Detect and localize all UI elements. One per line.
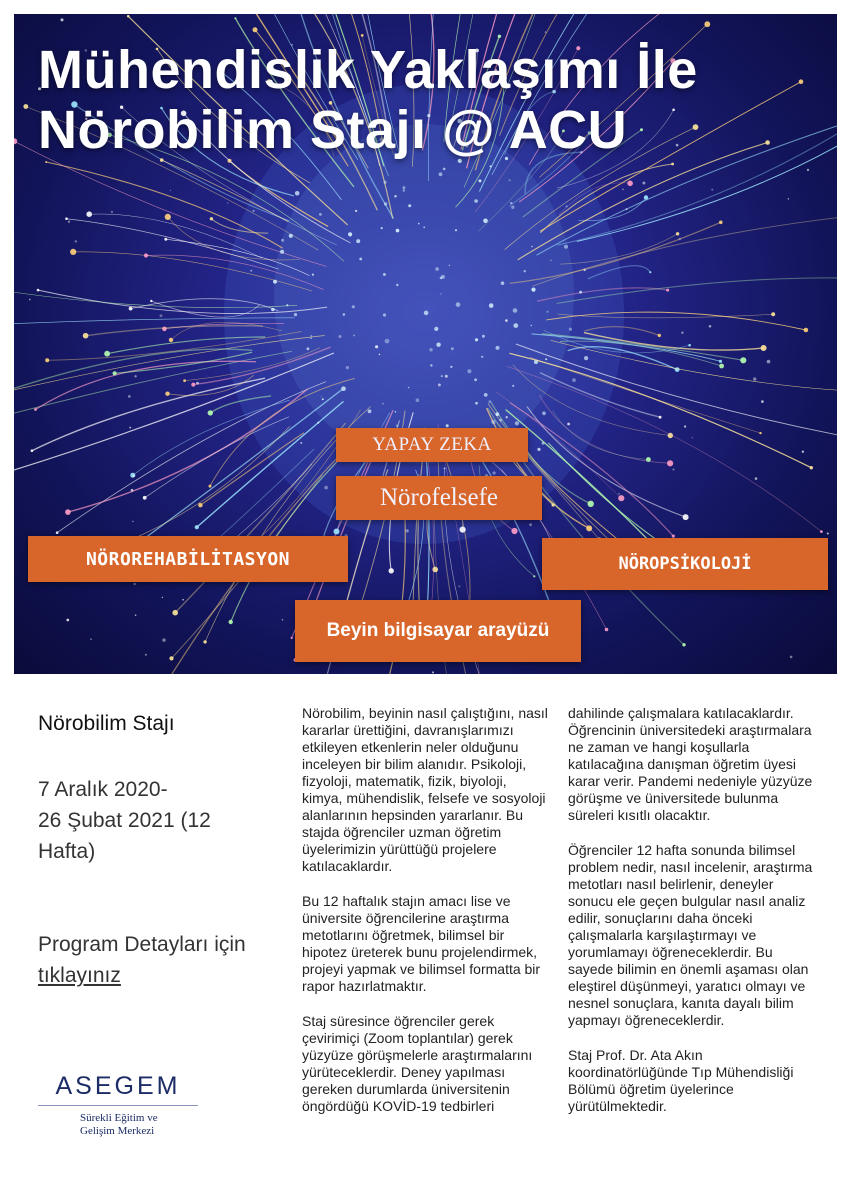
neural-node bbox=[14, 138, 17, 144]
background-star bbox=[567, 423, 570, 426]
neural-node bbox=[208, 410, 213, 415]
background-star bbox=[29, 299, 31, 301]
neural-node bbox=[496, 412, 500, 416]
neural-node bbox=[569, 328, 572, 331]
neural-node bbox=[183, 379, 186, 382]
neural-node bbox=[511, 206, 514, 209]
neural-node bbox=[460, 527, 466, 533]
neural-node bbox=[65, 217, 68, 220]
background-star bbox=[307, 347, 310, 350]
internship-dates bbox=[38, 774, 278, 867]
neural-node bbox=[531, 288, 535, 292]
neural-node bbox=[441, 375, 443, 377]
neural-node bbox=[394, 195, 396, 197]
neural-node bbox=[451, 347, 454, 350]
tag-nororehabilitasyon: NÖROREHABİLİTASYON bbox=[28, 536, 348, 582]
neural-node bbox=[294, 313, 297, 316]
neural-node bbox=[579, 291, 582, 294]
neural-node bbox=[281, 239, 284, 242]
neural-node bbox=[740, 357, 746, 363]
neural-node bbox=[130, 473, 135, 478]
paragraph: Nörobilim, beyinin nasıl çalıştığını, nasıl kararlar ürettiğini, davranışlarımızı etkileyen etkenlerin neler olduğunu inceleyen bir bilim alanıdır. Psikoloji, fizyoloji, matematik, fizik, biyoloji, kimya, mühendislik, felsefe ve sosyoloji alanlarının hepsinden yararlanır. Bu stajda öğrenciler uzman öğretim üyelerimizin yürüttüğü projelere katılacaklardır. bbox=[302, 705, 548, 874]
neural-node bbox=[759, 432, 761, 434]
background-star bbox=[162, 597, 163, 598]
background-star bbox=[134, 375, 136, 377]
background-star bbox=[440, 293, 442, 295]
neural-node bbox=[586, 525, 592, 531]
paragraph: dahilinde çalışmalara katılacaklardır. Öğrencinin üniversitedeki araştırmalara ne zaman ve hangi koşullarla katılacağına danışman öğretim üyesi karar verir. Pandemi nedeniyle yüzyüze görüşme ve üniversitede bulunma süreleri kısıtlı olacaktır. bbox=[568, 705, 813, 823]
paragraph: Staj Prof. Dr. Ata Akın koordinatörlüğünde Tıp Mühendisliği Bölümü öğretim üyelerince yürütülmektedir. bbox=[568, 1047, 794, 1114]
background-star bbox=[128, 395, 131, 398]
tag-noropsikoloji: NÖROPSİKOLOJİ bbox=[542, 538, 828, 590]
neural-node bbox=[423, 227, 425, 229]
neural-node bbox=[588, 501, 594, 507]
neural-node bbox=[489, 400, 492, 403]
neural-node bbox=[479, 179, 482, 182]
background-star bbox=[68, 221, 70, 223]
neural-node bbox=[441, 275, 445, 279]
neural-node bbox=[719, 360, 722, 363]
neural-node bbox=[605, 628, 609, 632]
neural-node bbox=[481, 356, 483, 358]
neural-node bbox=[291, 637, 293, 639]
logo-name: ASEGEM bbox=[55, 1072, 181, 1100]
neural-node bbox=[317, 422, 319, 424]
neural-node bbox=[383, 273, 386, 276]
neural-node bbox=[511, 528, 517, 534]
neural-node bbox=[531, 246, 533, 248]
neural-node bbox=[341, 386, 346, 391]
neural-node bbox=[474, 378, 477, 381]
neural-node bbox=[475, 402, 478, 405]
neural-node bbox=[271, 308, 275, 312]
background-star bbox=[626, 208, 628, 210]
neural-node bbox=[799, 79, 804, 84]
neural-node bbox=[359, 258, 362, 261]
neural-node bbox=[203, 640, 206, 643]
neural-node bbox=[618, 495, 624, 501]
neural-node bbox=[450, 366, 452, 368]
tag-yapay-zeka: YAPAY ZEKA bbox=[336, 428, 528, 462]
description-column-right bbox=[568, 705, 818, 1133]
neural-node bbox=[552, 503, 555, 506]
neural-node bbox=[381, 227, 383, 229]
neural-node bbox=[444, 468, 446, 470]
date-line: 26 Şubat 2021 (12 bbox=[38, 809, 211, 832]
neural-node bbox=[389, 568, 394, 573]
neural-node bbox=[353, 335, 355, 337]
neural-node bbox=[542, 442, 545, 445]
neural-node bbox=[493, 471, 496, 474]
background-star bbox=[642, 182, 645, 185]
logo-divider bbox=[38, 1105, 198, 1106]
hero-banner bbox=[14, 14, 837, 674]
neural-node bbox=[104, 351, 110, 357]
neural-node bbox=[649, 271, 651, 273]
neural-node bbox=[490, 165, 492, 167]
neural-fiber bbox=[36, 361, 257, 409]
background-star bbox=[505, 319, 508, 322]
neural-node bbox=[198, 503, 202, 507]
neural-node bbox=[234, 17, 236, 19]
background-star bbox=[250, 270, 252, 272]
neural-node bbox=[384, 181, 387, 184]
neural-node bbox=[564, 245, 568, 249]
neural-node bbox=[572, 378, 576, 382]
background-star bbox=[375, 345, 378, 348]
neural-node bbox=[383, 313, 386, 316]
neural-node bbox=[144, 253, 148, 257]
neural-node bbox=[542, 411, 546, 415]
neural-node bbox=[361, 34, 364, 37]
neural-node bbox=[408, 204, 411, 207]
neural-node bbox=[804, 328, 809, 333]
neural-node bbox=[310, 337, 312, 339]
neural-node bbox=[165, 392, 169, 396]
background-star bbox=[445, 375, 448, 378]
background-star bbox=[111, 211, 113, 213]
background-star bbox=[622, 189, 623, 190]
background-star bbox=[545, 31, 547, 33]
neural-node bbox=[253, 27, 258, 32]
background-star bbox=[170, 190, 171, 191]
neural-node bbox=[45, 161, 47, 163]
neural-node bbox=[456, 302, 461, 307]
neural-node bbox=[455, 229, 457, 231]
background-star bbox=[584, 269, 586, 271]
neural-node bbox=[820, 530, 823, 533]
neural-node bbox=[675, 367, 680, 372]
background-star bbox=[679, 238, 682, 241]
neural-node bbox=[533, 575, 535, 577]
neural-node bbox=[334, 529, 340, 535]
neural-node bbox=[396, 424, 399, 427]
background-star bbox=[75, 240, 77, 242]
background-star bbox=[339, 335, 342, 338]
background-star bbox=[432, 671, 434, 673]
background-star bbox=[196, 382, 199, 385]
background-star bbox=[134, 583, 136, 585]
neural-node bbox=[765, 140, 770, 145]
neural-node bbox=[408, 387, 410, 389]
neural-node bbox=[584, 356, 588, 360]
background-star bbox=[61, 18, 64, 21]
neural-node bbox=[510, 202, 512, 204]
background-star bbox=[90, 638, 92, 640]
neural-node bbox=[667, 460, 673, 466]
neural-node bbox=[682, 643, 685, 646]
neural-node bbox=[289, 234, 293, 238]
neural-node bbox=[683, 514, 689, 520]
neural-node bbox=[627, 181, 633, 187]
neural-node bbox=[704, 21, 710, 27]
paragraph: Staj süresince öğrenciler gerek çevirimiçi (Zoom toplantılar) gerek yüzyüze görüşmelerle araştırmalarını yürüteceklerdir. Deney yapılması gereken durumlarda üniversitenin öngördüğü KOVİD-19 tedbirleri bbox=[302, 1013, 533, 1114]
background-star bbox=[545, 358, 547, 360]
logo-subtitle-line: Sürekli Eğitim ve bbox=[80, 1112, 158, 1124]
background-star bbox=[324, 486, 328, 490]
neural-node bbox=[499, 419, 502, 422]
neural-node bbox=[719, 221, 723, 225]
background-star bbox=[807, 169, 809, 171]
neural-node bbox=[127, 15, 130, 18]
tag-beyin-bilgisayar-arayuzu: Beyin bilgisayar arayüzü bbox=[295, 600, 581, 662]
neural-node bbox=[439, 172, 443, 176]
background-star bbox=[761, 400, 764, 403]
neural-node bbox=[498, 35, 501, 38]
neural-node bbox=[509, 179, 511, 181]
logo-subtitle-line: Gelişim Merkezi bbox=[80, 1125, 155, 1137]
neural-node bbox=[658, 334, 661, 337]
neural-node bbox=[65, 509, 71, 515]
background-star bbox=[827, 533, 829, 535]
internship-title: Nörobilim Stajı bbox=[38, 712, 175, 735]
neural-node bbox=[484, 393, 488, 397]
neural-node bbox=[348, 232, 352, 236]
neural-node bbox=[418, 223, 420, 225]
background-star bbox=[753, 377, 756, 380]
logo-subtitle bbox=[38, 1112, 228, 1138]
neural-node bbox=[489, 303, 494, 308]
neural-node bbox=[550, 260, 552, 262]
neural-node bbox=[295, 191, 300, 196]
neural-node bbox=[300, 442, 302, 444]
background-star bbox=[145, 654, 147, 656]
neural-node bbox=[396, 284, 398, 286]
program-details bbox=[38, 929, 278, 991]
program-details-text: Program Detayları için bbox=[38, 933, 246, 956]
neural-node bbox=[86, 211, 92, 217]
background-star bbox=[162, 638, 165, 641]
neural-node bbox=[719, 364, 724, 369]
neural-node bbox=[23, 104, 28, 109]
neural-node bbox=[209, 485, 212, 488]
neural-node bbox=[37, 289, 40, 292]
background-star bbox=[182, 599, 184, 601]
neural-node bbox=[513, 323, 518, 328]
background-star bbox=[282, 619, 284, 621]
background-star bbox=[767, 360, 771, 364]
neural-node bbox=[676, 232, 679, 235]
neural-node bbox=[273, 280, 277, 284]
paragraph: Öğrenciler 12 hafta sonunda bilimsel problem nedir, nasıl incelenir, araştırma metotları nasıl belirlenir, deneyler sonucu ele geçen bulgular nasıl analiz edilir, sonuçlarını daha önceki çalışmalarla karşılaştırmayı ve yorumlamayı öğreneceklerdir. Bu sayede bilimin en önemli aşaması olan eleştirel düşünmeyi, yaratıcı olmayı ve nesnel sonuçlara, kanıta dayalı bilim yapmayı öğreneceklerdir. bbox=[568, 842, 813, 1028]
neural-node bbox=[482, 335, 485, 338]
neural-node bbox=[191, 383, 195, 387]
neural-node bbox=[172, 610, 178, 616]
neural-node bbox=[435, 267, 439, 271]
neural-node bbox=[403, 189, 405, 191]
paragraph: Bu 12 haftalık stajın amacı lise ve üniversite öğrencilerine araştırma metotlarını öğretmek, bilimsel bir hipotez üreterek bunu projelendirmek, projeyi yapmak ve bilimsel formatta bir rapor hazırlatmaktır. bbox=[302, 893, 541, 994]
neural-node bbox=[384, 202, 387, 205]
neural-node bbox=[534, 360, 538, 364]
neural-node bbox=[659, 416, 662, 419]
neural-node bbox=[396, 229, 400, 233]
background-star bbox=[355, 210, 357, 212]
neural-node bbox=[319, 213, 322, 216]
neural-node bbox=[546, 311, 548, 313]
background-star bbox=[253, 210, 255, 212]
neural-node bbox=[512, 385, 514, 387]
program-details-link[interactable]: tıklayınız bbox=[38, 964, 121, 987]
background-star bbox=[802, 451, 804, 453]
neural-node bbox=[322, 398, 324, 400]
background-star bbox=[132, 521, 134, 523]
background-star bbox=[321, 396, 322, 397]
neural-node bbox=[229, 620, 233, 624]
neural-node bbox=[443, 168, 446, 171]
neural-node bbox=[467, 369, 471, 373]
neural-node bbox=[352, 305, 355, 308]
neural-node bbox=[169, 656, 173, 660]
description-column-middle bbox=[302, 705, 550, 1133]
background-star bbox=[673, 469, 675, 471]
date-line: Hafta) bbox=[38, 840, 96, 863]
neural-node bbox=[416, 398, 420, 402]
neural-node bbox=[449, 265, 451, 267]
neural-node bbox=[666, 289, 669, 292]
neural-node bbox=[356, 239, 360, 243]
neural-node bbox=[430, 364, 432, 366]
background-star bbox=[227, 202, 229, 204]
asegem-logo bbox=[38, 1072, 228, 1138]
neural-node bbox=[379, 354, 381, 356]
neural-node bbox=[688, 344, 691, 347]
hero-title bbox=[38, 40, 698, 160]
background-star bbox=[438, 384, 441, 387]
background-star bbox=[788, 198, 789, 199]
neural-node bbox=[475, 338, 478, 341]
background-star bbox=[529, 523, 532, 526]
neural-node bbox=[70, 249, 76, 255]
background-star bbox=[684, 425, 686, 427]
background-star bbox=[709, 325, 712, 328]
neural-node bbox=[164, 238, 167, 241]
neural-node bbox=[143, 496, 147, 500]
background-star bbox=[711, 189, 713, 191]
neural-node bbox=[286, 304, 288, 306]
neural-node bbox=[83, 333, 89, 339]
neural-node bbox=[113, 371, 117, 375]
background-star bbox=[458, 585, 460, 587]
neural-node bbox=[311, 335, 313, 337]
neural-node bbox=[312, 274, 314, 276]
neural-node bbox=[129, 307, 133, 311]
background-star bbox=[135, 614, 137, 616]
neural-node bbox=[56, 531, 59, 534]
background-star bbox=[790, 656, 793, 659]
neural-node bbox=[395, 411, 397, 413]
neural-node bbox=[343, 313, 345, 315]
neural-node bbox=[491, 420, 496, 425]
neural-node bbox=[150, 300, 152, 302]
hero-title-line2: Nörobilim Stajı @ ACU bbox=[38, 100, 628, 160]
neural-node bbox=[280, 250, 284, 254]
neural-node bbox=[496, 346, 500, 350]
background-star bbox=[346, 366, 349, 369]
background-star bbox=[133, 475, 135, 477]
hero-title-line1: Mühendislik Yaklaşımı İle bbox=[38, 40, 698, 100]
neural-node bbox=[566, 205, 568, 207]
neural-node bbox=[446, 424, 449, 427]
neural-node bbox=[474, 199, 478, 203]
background-star bbox=[382, 403, 384, 405]
neural-node bbox=[385, 339, 390, 344]
neural-node bbox=[424, 311, 429, 316]
background-star bbox=[755, 477, 758, 480]
background-star bbox=[531, 325, 532, 326]
date-line: 7 Aralık 2020- bbox=[38, 778, 168, 801]
background-star bbox=[406, 529, 409, 532]
neural-node bbox=[513, 308, 518, 313]
background-star bbox=[160, 314, 163, 317]
neural-node bbox=[810, 466, 813, 469]
neural-node bbox=[34, 408, 37, 411]
neural-node bbox=[524, 270, 526, 272]
background-star bbox=[66, 619, 69, 622]
neural-node bbox=[31, 449, 34, 452]
background-star bbox=[618, 493, 620, 495]
neural-node bbox=[501, 281, 505, 285]
neural-node bbox=[368, 409, 372, 413]
neural-node bbox=[210, 217, 213, 220]
neural-node bbox=[169, 338, 173, 342]
neural-node bbox=[429, 348, 432, 351]
background-star bbox=[131, 489, 134, 492]
background-star bbox=[681, 332, 683, 334]
background-star bbox=[129, 427, 131, 429]
background-star bbox=[692, 437, 693, 438]
neural-node bbox=[515, 421, 519, 425]
neural-node bbox=[436, 343, 440, 347]
neural-node bbox=[537, 448, 540, 451]
info-column bbox=[38, 700, 278, 991]
neural-node bbox=[195, 525, 199, 529]
neural-node bbox=[761, 345, 767, 351]
neural-node bbox=[165, 214, 171, 220]
neural-node bbox=[671, 163, 674, 166]
neural-node bbox=[434, 327, 438, 331]
neural-node bbox=[403, 186, 406, 189]
neural-node bbox=[45, 358, 49, 362]
tag-norofelsefe: Nörofelsefe bbox=[336, 476, 542, 520]
neural-node bbox=[483, 219, 488, 224]
neural-node bbox=[646, 457, 651, 462]
neural-node bbox=[771, 312, 775, 316]
background-star bbox=[506, 416, 508, 418]
